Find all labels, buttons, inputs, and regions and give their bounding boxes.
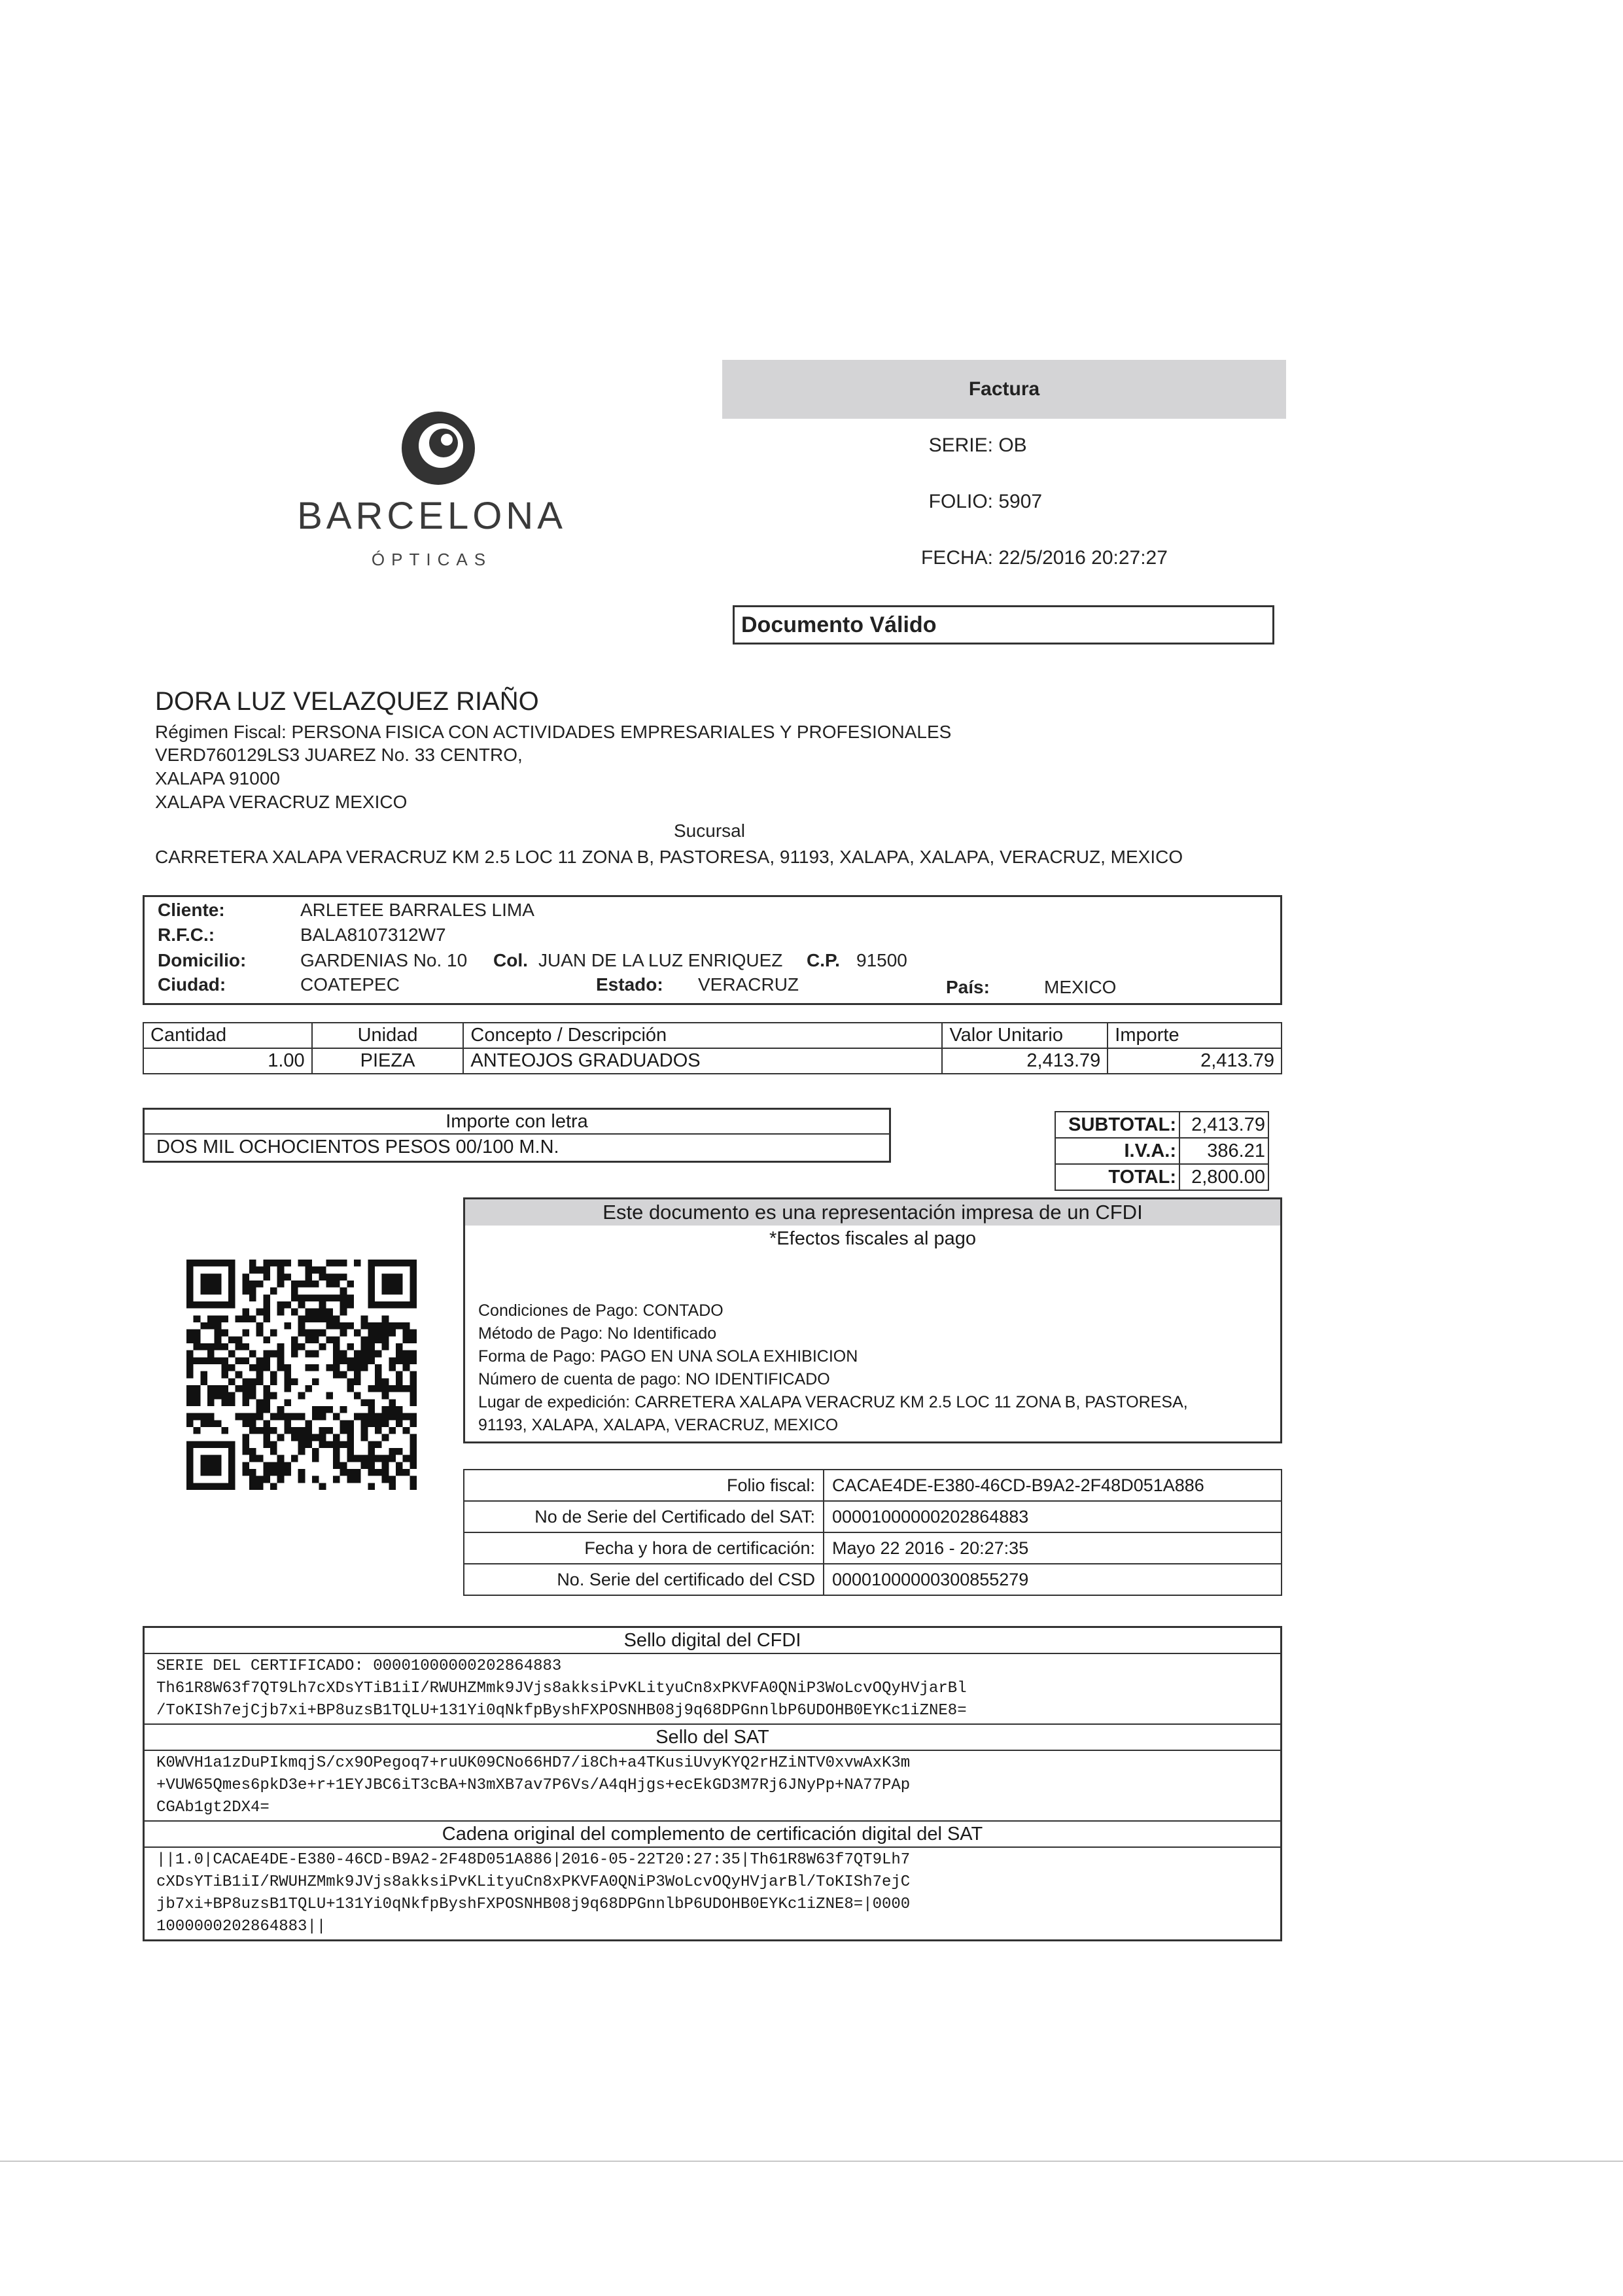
col-header-valor-unitario: Valor Unitario bbox=[942, 1023, 1108, 1048]
table-row bbox=[464, 1501, 1282, 1532]
cp-label: C.P. bbox=[807, 950, 840, 970]
sello-sat-line: K0WVH1a1zDuPIkmqjS/cx9OPegoq7+ruUK09CNo66HD7/i8Ch+a4TKusiUvyKYQ2rHZiNTV0xvwAxK3m bbox=[156, 1754, 911, 1772]
domicilio-value: GARDENIAS No. 10 bbox=[300, 950, 468, 970]
logo-name: BARCELONA bbox=[297, 495, 567, 537]
cfdi-subtitle: *Efectos fiscales al pago bbox=[769, 1228, 976, 1249]
cadena-original-line: jb7xi+BP8uzsB1TQLU+131Yi0qNkfpByshFXPOSNHB08j9q68DPGnnlbP6UDOHB0EYKc1iZNE8=|0000 bbox=[156, 1896, 911, 1913]
col-value: JUAN DE LA LUZ ENRIQUEZ bbox=[538, 950, 783, 970]
items-header-row bbox=[143, 1023, 1282, 1048]
lugar-expedicion-line1: Lugar de expedición: CARRETERA XALAPA VERACRUZ KM 2.5 LOC 11 ZONA B, PASTORESA, bbox=[478, 1393, 1188, 1411]
cell-unidad: PIEZA bbox=[312, 1048, 464, 1074]
sello-cfdi-body bbox=[145, 1654, 1280, 1725]
sello-sat-line: +VUW65Qmes6pkD3e+r+1EYJBC6iT3cBA+N3mXB7av7P6Vs/A4qHjgs+ecEkGD3M7Rj6JNyPp+NA77PAp bbox=[156, 1776, 911, 1794]
sello-cfdi-line: SERIE DEL CERTIFICADO: 00001000000202864883 bbox=[156, 1657, 562, 1675]
col-label: Col. bbox=[493, 950, 528, 970]
sello-cfdi-title: Sello digital del CFDI bbox=[145, 1628, 1280, 1654]
table-row bbox=[464, 1564, 1282, 1595]
cfdi-title: Este documento es una representación impresa de un CFDI bbox=[465, 1199, 1280, 1226]
serie-cert-csd-label: No. Serie del certificado del CSD bbox=[464, 1564, 824, 1595]
cliente-value: ARLETEE BARRALES LIMA bbox=[300, 900, 534, 920]
amount-in-words-value: DOS MIL OCHOCIENTOS PESOS 00/100 M.N. bbox=[156, 1137, 559, 1157]
sello-cfdi-line: Th61R8W63f7QT9Lh7cXDsYTiB1iI/RWUHZMmk9JVjs8akksiPvKLityuCn8xPKVFA0QNiP3WoLcvOQyHVjarBl bbox=[156, 1680, 967, 1697]
client-box bbox=[143, 895, 1282, 1005]
col-header-cantidad: Cantidad bbox=[143, 1023, 312, 1048]
valid-document-box: Documento Válido bbox=[733, 605, 1274, 645]
fecha-row bbox=[844, 547, 1168, 569]
logo-subtitle: ÓPTICAS bbox=[371, 550, 493, 569]
folio-row bbox=[844, 491, 1042, 513]
col-header-concepto: Concepto / Descripción bbox=[463, 1023, 942, 1048]
table-row bbox=[143, 1048, 1282, 1074]
cp-value: 91500 bbox=[856, 950, 907, 970]
issuer-city-state: XALAPA VERACRUZ MEXICO bbox=[155, 792, 408, 812]
cadena-original-line: 1000000202864883|| bbox=[156, 1918, 326, 1935]
folio-label: FOLIO: bbox=[928, 491, 993, 512]
logo-mark-icon bbox=[399, 409, 478, 487]
cadena-original-title: Cadena original del complemento de certificación digital del SAT bbox=[145, 1822, 1280, 1848]
condiciones-pago: Condiciones de Pago: CONTADO bbox=[478, 1301, 724, 1320]
digital-seals-box bbox=[143, 1626, 1282, 1941]
iva-label: I.V.A.: bbox=[1055, 1138, 1179, 1164]
total-label: TOTAL: bbox=[1055, 1164, 1179, 1190]
iva-row bbox=[1055, 1138, 1268, 1164]
sello-sat-title: Sello del SAT bbox=[145, 1725, 1280, 1751]
cadena-original-line: ||1.0|CACAE4DE-E380-46CD-B9A2-2F48D051A886|2016-05-22T20:27:35|Th61R8W63f7QT9Lh7 bbox=[156, 1851, 911, 1869]
estado-label: Estado: bbox=[596, 974, 663, 995]
fiscal-info-table bbox=[463, 1469, 1282, 1596]
col-header-unidad: Unidad bbox=[312, 1023, 464, 1048]
cliente-label: Cliente: bbox=[158, 900, 225, 920]
sello-sat-line: CGAb1gt2DX4= bbox=[156, 1799, 270, 1816]
serie-label: SERIE: bbox=[928, 434, 993, 456]
cell-valor-unitario: 2,413.79 bbox=[942, 1048, 1108, 1074]
pais-label: País: bbox=[946, 977, 990, 997]
estado-value: VERACRUZ bbox=[698, 974, 799, 995]
folio-fiscal-value: CACAE4DE-E380-46CD-B9A2-2F48D051A886 bbox=[824, 1470, 1282, 1501]
folio-fiscal-label: Folio fiscal: bbox=[464, 1470, 824, 1501]
sello-cfdi-line: /ToKISh7ejCjb7xi+BP8uzsB1TQLU+131Yi0qNkfpByshFXPOSNHB08j9q68DPGnnlbP6UDOHB0EYKc1iZNE8= bbox=[156, 1702, 967, 1720]
sello-sat-body bbox=[145, 1751, 1280, 1822]
metodo-pago: Método de Pago: No Identificado bbox=[478, 1324, 717, 1343]
domicilio-label: Domicilio: bbox=[158, 950, 247, 970]
totals-table bbox=[1055, 1111, 1269, 1191]
serie-cert-sat-label: No de Serie del Certificado del SAT: bbox=[464, 1501, 824, 1532]
issuer-regimen: Régimen Fiscal: PERSONA FISICA CON ACTIVIDADES EMPRESARIALES Y PROFESIONALES bbox=[155, 722, 952, 742]
issuer-rfc-address: VERD760129LS3 JUAREZ No. 33 CENTRO, bbox=[155, 745, 523, 765]
amount-in-words-title: Importe con letra bbox=[145, 1110, 889, 1135]
rfc-value: BALA8107312W7 bbox=[300, 925, 446, 945]
issuer-city-zip: XALAPA 91000 bbox=[155, 768, 280, 788]
rfc-label: R.F.C.: bbox=[158, 925, 215, 945]
company-logo bbox=[281, 396, 582, 592]
serie-cert-sat-value: 00001000000202864883 bbox=[824, 1501, 1282, 1532]
qr-code-icon bbox=[186, 1260, 417, 1490]
folio-value: 5907 bbox=[998, 491, 1043, 512]
lugar-expedicion-line2: 91193, XALAPA, XALAPA, VERACRUZ, MEXICO bbox=[478, 1416, 839, 1434]
cfdi-info-box bbox=[463, 1197, 1282, 1443]
cadena-original-line: cXDsYTiB1iI/RWUHZMmk9JVjs8akksiPvKLityuCn8xPKVFA0QNiP3WoLcvOQyHVjarBl/ToKISh7ejC bbox=[156, 1873, 911, 1891]
sucursal-label: Sucursal bbox=[674, 821, 745, 841]
serie-row bbox=[844, 434, 1027, 457]
scan-edge-divider bbox=[0, 2161, 1623, 2162]
document-type-title: Factura bbox=[722, 360, 1286, 419]
cadena-original-body bbox=[145, 1848, 1280, 1939]
subtotal-row bbox=[1055, 1112, 1268, 1138]
ciudad-value: COATEPEC bbox=[300, 974, 400, 995]
col-header-importe: Importe bbox=[1108, 1023, 1282, 1048]
subtotal-value: 2,413.79 bbox=[1179, 1112, 1268, 1138]
table-row bbox=[464, 1532, 1282, 1564]
fecha-value: 22/5/2016 20:27:27 bbox=[998, 547, 1168, 569]
subtotal-label: SUBTOTAL: bbox=[1055, 1112, 1179, 1138]
pais-value: MEXICO bbox=[1044, 977, 1117, 997]
sucursal-address: CARRETERA XALAPA VERACRUZ KM 2.5 LOC 11 ZONA B, PASTORESA, 91193, XALAPA, XALAPA, VERACRUZ, MEXICO bbox=[155, 847, 1183, 867]
items-table bbox=[143, 1022, 1282, 1074]
table-row bbox=[464, 1470, 1282, 1501]
cell-concepto: ANTEOJOS GRADUADOS bbox=[463, 1048, 942, 1074]
issuer-name: DORA LUZ VELAZQUEZ RIAÑO bbox=[155, 687, 539, 716]
fecha-certificacion-value: Mayo 22 2016 - 20:27:35 bbox=[824, 1532, 1282, 1564]
serie-cert-csd-value: 00001000000300855279 bbox=[824, 1564, 1282, 1595]
forma-pago: Forma de Pago: PAGO EN UNA SOLA EXHIBICION bbox=[478, 1347, 858, 1366]
cell-importe: 2,413.79 bbox=[1108, 1048, 1282, 1074]
total-row bbox=[1055, 1164, 1268, 1190]
iva-value: 386.21 bbox=[1179, 1138, 1268, 1164]
total-value: 2,800.00 bbox=[1179, 1164, 1268, 1190]
amount-in-words-box bbox=[143, 1108, 891, 1163]
ciudad-label: Ciudad: bbox=[158, 974, 226, 995]
cuenta-pago: Número de cuenta de pago: NO IDENTIFICADO bbox=[478, 1370, 830, 1388]
cell-cantidad: 1.00 bbox=[143, 1048, 312, 1074]
fecha-certificacion-label: Fecha y hora de certificación: bbox=[464, 1532, 824, 1564]
serie-value: OB bbox=[998, 434, 1027, 456]
fecha-label: FECHA: bbox=[920, 547, 993, 569]
